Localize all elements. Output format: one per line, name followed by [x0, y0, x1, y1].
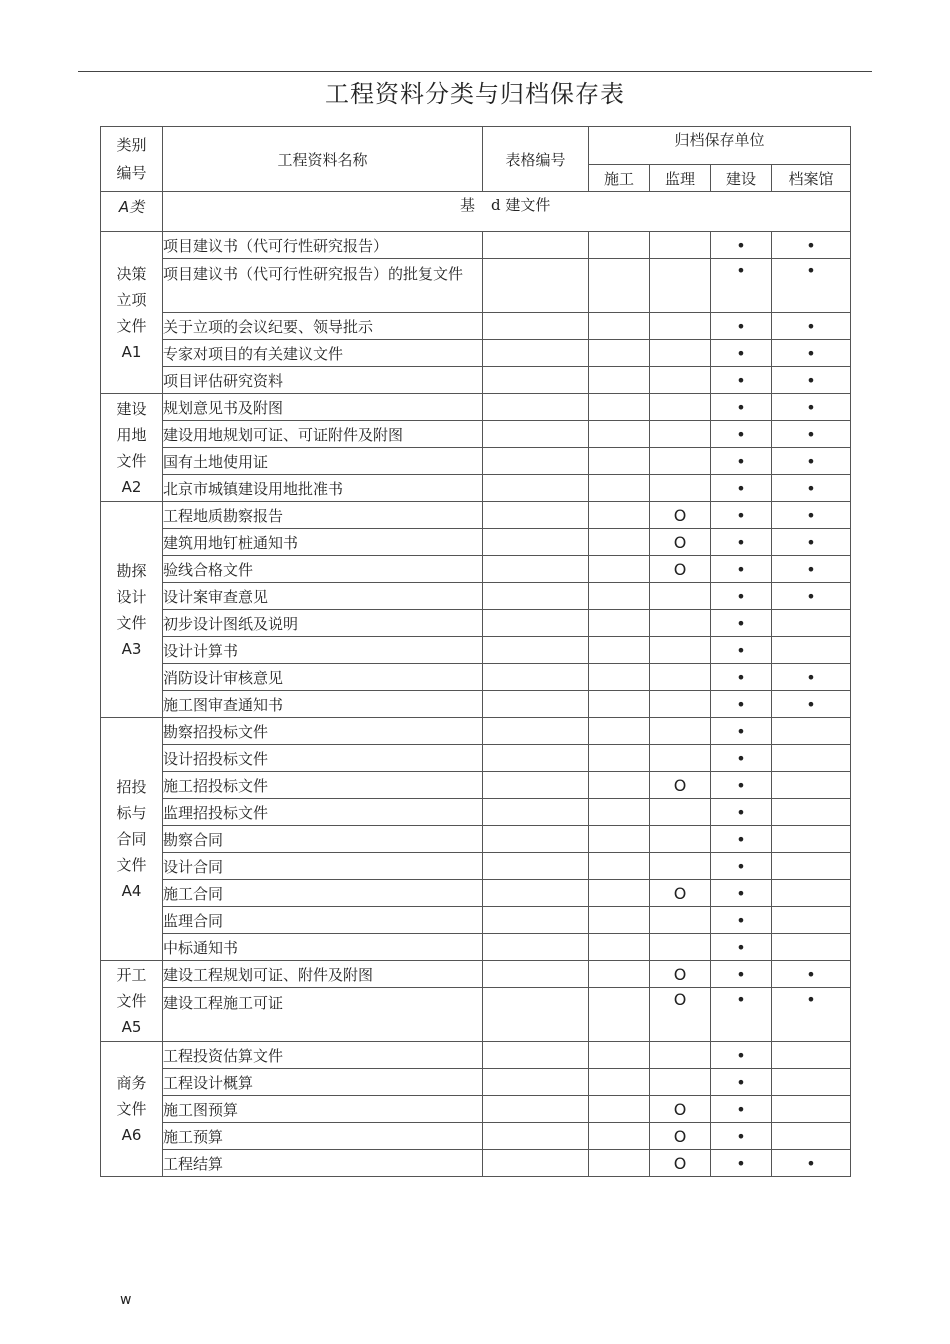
- archive-mark: •: [711, 448, 772, 475]
- form-number-cell: [483, 340, 589, 367]
- table-row: [101, 961, 851, 988]
- form-number-cell: [483, 934, 589, 961]
- category-label-line: A5: [121, 1018, 142, 1036]
- archive-mark: •: [772, 475, 851, 502]
- archive-mark: •: [772, 1150, 851, 1177]
- form-number-cell: [483, 637, 589, 664]
- archive-mark: [589, 340, 650, 367]
- archive-mark: •: [711, 340, 772, 367]
- document-name: 工程地质勘察报告: [163, 502, 483, 529]
- archive-mark: O: [650, 1123, 711, 1150]
- category-label: [101, 718, 163, 961]
- archive-mark: O: [650, 1096, 711, 1123]
- archive-mark: [772, 1042, 851, 1069]
- archive-mark: [650, 259, 711, 313]
- category-label: [101, 394, 163, 502]
- header-unit-owner: 建设: [711, 165, 772, 192]
- archive-mark: [589, 610, 650, 637]
- category-label-line: A2: [121, 477, 142, 496]
- archive-mark: [650, 934, 711, 961]
- archive-mark: [772, 1069, 851, 1096]
- table-row: [101, 637, 851, 664]
- document-name: 规划意见书及附图: [163, 394, 483, 421]
- table-row: [101, 826, 851, 853]
- document-name: 设计招投标文件: [163, 745, 483, 772]
- document-name: 监理招投标文件: [163, 799, 483, 826]
- form-number-cell: [483, 1042, 589, 1069]
- table-row: [101, 907, 851, 934]
- archive-mark: •: [711, 745, 772, 772]
- document-name: 施工招投标文件: [163, 772, 483, 799]
- archive-mark: [589, 826, 650, 853]
- category-label-line: A6: [121, 1126, 142, 1144]
- category-label: [101, 232, 163, 394]
- top-rule: [78, 71, 872, 72]
- archive-mark: [772, 799, 851, 826]
- category-label-line: 标与: [116, 804, 147, 822]
- category-label: [101, 502, 163, 718]
- table-row: [101, 664, 851, 691]
- archive-mark: •: [711, 826, 772, 853]
- category-label-line: 文件: [116, 613, 147, 632]
- category-label: [101, 1042, 163, 1177]
- category-label-line: 文件: [116, 1100, 147, 1118]
- form-number-cell: [483, 610, 589, 637]
- table-row: [101, 799, 851, 826]
- section-a-label: A类: [101, 192, 163, 232]
- archive-mark: [650, 367, 711, 394]
- archive-mark: O: [650, 772, 711, 799]
- form-number-cell: [483, 691, 589, 718]
- table-row: [101, 1096, 851, 1123]
- archive-mark: [650, 313, 711, 340]
- table-row: [101, 340, 851, 367]
- archive-mark: [589, 1150, 650, 1177]
- category-label-line: 文件: [116, 316, 147, 335]
- archive-mark: [772, 1123, 851, 1150]
- archive-mark: •: [711, 1096, 772, 1123]
- archive-mark: •: [772, 367, 851, 394]
- archive-mark: [589, 421, 650, 448]
- archive-mark: •: [772, 988, 851, 1042]
- archive-mark: [772, 772, 851, 799]
- header-archive-unit: 归档保存单位: [589, 127, 851, 165]
- form-number-cell: [483, 799, 589, 826]
- header-unit-archive: 档案馆: [772, 165, 851, 192]
- archive-mark: •: [772, 556, 851, 583]
- archive-mark: •: [711, 232, 772, 259]
- archive-mark: [772, 880, 851, 907]
- archive-mark: [650, 610, 711, 637]
- form-number-cell: [483, 448, 589, 475]
- document-name: 建设工程规划可证、附件及附图: [163, 961, 483, 988]
- archive-mark: [589, 718, 650, 745]
- document-name: 施工图审查通知书: [163, 691, 483, 718]
- archive-mark: •: [711, 394, 772, 421]
- table-row: [101, 448, 851, 475]
- document-name: 工程设计概算: [163, 1069, 483, 1096]
- archive-mark: [589, 367, 650, 394]
- document-name: 关于立项的会议纪要、领导批示: [163, 313, 483, 340]
- document-name: 施工合同: [163, 880, 483, 907]
- archive-mark: [650, 718, 711, 745]
- archive-mark: •: [711, 853, 772, 880]
- table-row: [101, 394, 851, 421]
- document-name: 项目评估研究资料: [163, 367, 483, 394]
- archive-mark: [650, 448, 711, 475]
- category-label-line: A1: [121, 342, 142, 361]
- category-label-line: 建设: [116, 399, 147, 418]
- category-label-line: 设计: [116, 587, 147, 606]
- archive-mark: [650, 745, 711, 772]
- table-row: [101, 583, 851, 610]
- archive-mark: •: [711, 1069, 772, 1096]
- form-number-cell: [483, 583, 589, 610]
- category-label-line: 立项: [116, 290, 147, 309]
- archive-mark: O: [650, 1150, 711, 1177]
- form-number-cell: [483, 988, 589, 1042]
- document-name: 项目建议书（代可行性研究报告）的批复文件: [163, 259, 483, 313]
- archive-mark: •: [772, 691, 851, 718]
- form-number-cell: [483, 232, 589, 259]
- archive-mark: •: [711, 556, 772, 583]
- archive-mark: [589, 799, 650, 826]
- archive-mark: [589, 961, 650, 988]
- archive-mark: •: [772, 502, 851, 529]
- table-row: [101, 529, 851, 556]
- table-row: [101, 718, 851, 745]
- archive-mark: •: [711, 529, 772, 556]
- archive-mark: [650, 853, 711, 880]
- archive-mark: [772, 610, 851, 637]
- archive-mark: [650, 583, 711, 610]
- archive-mark: •: [711, 637, 772, 664]
- archive-mark: [772, 718, 851, 745]
- category-label-line: 开工: [116, 966, 147, 984]
- archive-mark: O: [650, 502, 711, 529]
- archive-mark: [650, 340, 711, 367]
- form-number-cell: [483, 475, 589, 502]
- form-number-cell: [483, 745, 589, 772]
- archive-mark: [772, 853, 851, 880]
- document-name: 建设工程施工可证: [163, 988, 483, 1042]
- document-name: 建设用地规划可证、可证附件及附图: [163, 421, 483, 448]
- archive-mark: •: [711, 880, 772, 907]
- archive-mark: •: [711, 664, 772, 691]
- form-number-cell: [483, 826, 589, 853]
- document-name: 勘察合同: [163, 826, 483, 853]
- archive-mark: •: [711, 313, 772, 340]
- archive-mark: [589, 772, 650, 799]
- archive-mark: [772, 637, 851, 664]
- category-label-line: 文件: [116, 992, 147, 1010]
- archive-mark: [650, 907, 711, 934]
- archive-mark: [589, 637, 650, 664]
- table-row: [101, 934, 851, 961]
- archive-mark: [589, 691, 650, 718]
- form-number-cell: [483, 664, 589, 691]
- archive-mark: •: [711, 772, 772, 799]
- archive-mark: O: [650, 529, 711, 556]
- category-label: [101, 961, 163, 1042]
- archive-mark: [589, 1096, 650, 1123]
- page-title: 工程资料分类与归档保存表: [325, 80, 625, 108]
- archive-mark: •: [711, 583, 772, 610]
- archive-mark: [589, 529, 650, 556]
- section-a-title-right: d 建文件: [491, 196, 551, 214]
- archive-mark: [589, 853, 650, 880]
- archive-mark: [772, 745, 851, 772]
- archive-mark: [650, 637, 711, 664]
- archive-mark: •: [711, 907, 772, 934]
- archive-mark: •: [711, 502, 772, 529]
- table-row: [101, 691, 851, 718]
- form-number-cell: [483, 502, 589, 529]
- archive-mark: •: [711, 718, 772, 745]
- archive-mark: [589, 475, 650, 502]
- archive-mark: •: [711, 1042, 772, 1069]
- archive-mark: [589, 502, 650, 529]
- category-label-line: 商务: [116, 1074, 147, 1092]
- document-name: 设计案审查意见: [163, 583, 483, 610]
- archive-mark: •: [711, 988, 772, 1042]
- category-label-line: A3: [121, 639, 142, 658]
- document-name: 北京市城镇建设用地批准书: [163, 475, 483, 502]
- table-row: [101, 259, 851, 313]
- table-row: [101, 1150, 851, 1177]
- document-name: 中标通知书: [163, 934, 483, 961]
- form-number-cell: [483, 556, 589, 583]
- archive-mark: •: [711, 610, 772, 637]
- archive-mark: [589, 232, 650, 259]
- section-a-title: [163, 192, 851, 232]
- footer-mark: w: [120, 1292, 132, 1308]
- form-number-cell: [483, 1096, 589, 1123]
- form-number-cell: [483, 718, 589, 745]
- table-row: [101, 313, 851, 340]
- archive-mark: [589, 1123, 650, 1150]
- archive-mark: [772, 934, 851, 961]
- archive-mark: O: [650, 961, 711, 988]
- archive-mark: [772, 1096, 851, 1123]
- table-row: [101, 1042, 851, 1069]
- archive-mark: [589, 313, 650, 340]
- archive-mark: [650, 691, 711, 718]
- form-number-cell: [483, 1123, 589, 1150]
- table-row: [101, 1123, 851, 1150]
- form-number-cell: [483, 880, 589, 907]
- form-number-cell: [483, 1150, 589, 1177]
- form-number-cell: [483, 907, 589, 934]
- category-label-line: A4: [121, 882, 142, 900]
- form-number-cell: [483, 259, 589, 313]
- category-label-line: 决策: [116, 264, 147, 283]
- archive-mark: •: [772, 259, 851, 313]
- archive-mark: [589, 394, 650, 421]
- archive-mark: [589, 556, 650, 583]
- archive-mark: [650, 421, 711, 448]
- form-number-cell: [483, 394, 589, 421]
- form-number-cell: [483, 772, 589, 799]
- document-name: 勘察招投标文件: [163, 718, 483, 745]
- archive-mark: [589, 934, 650, 961]
- archive-mark: O: [650, 988, 711, 1042]
- document-name: 建筑用地钉桩通知书: [163, 529, 483, 556]
- archive-mark: O: [650, 880, 711, 907]
- document-name: 项目建议书（代可行性研究报告）: [163, 232, 483, 259]
- header-unit-construction: 施工: [589, 165, 650, 192]
- table-row: [101, 610, 851, 637]
- form-number-cell: [483, 853, 589, 880]
- archive-mark: [589, 1042, 650, 1069]
- archive-mark: [772, 907, 851, 934]
- table-row: [101, 1069, 851, 1096]
- header-category-code: 类别编号: [101, 127, 163, 192]
- archive-mark: •: [772, 529, 851, 556]
- archive-mark: •: [711, 691, 772, 718]
- archive-mark: [650, 232, 711, 259]
- archive-mark: •: [711, 259, 772, 313]
- archive-mark: [650, 394, 711, 421]
- archive-mark: •: [772, 394, 851, 421]
- archive-mark: [650, 799, 711, 826]
- archive-mark: •: [711, 475, 772, 502]
- document-name: 专家对项目的有关建议文件: [163, 340, 483, 367]
- archive-mark: [650, 664, 711, 691]
- document-name: 工程投资估算文件: [163, 1042, 483, 1069]
- document-name: 施工预算: [163, 1123, 483, 1150]
- archive-mark: •: [772, 232, 851, 259]
- header-form-no: 表格编号: [483, 127, 589, 192]
- archive-mark: [589, 259, 650, 313]
- archive-mark: •: [772, 664, 851, 691]
- archive-mark: [589, 664, 650, 691]
- table-row: [101, 556, 851, 583]
- table-row: [101, 367, 851, 394]
- archive-mark: [650, 826, 711, 853]
- document-name: 消防设计审核意见: [163, 664, 483, 691]
- form-number-cell: [483, 961, 589, 988]
- archive-mark: •: [772, 313, 851, 340]
- archive-mark: •: [711, 1150, 772, 1177]
- document-name: 国有土地使用证: [163, 448, 483, 475]
- archive-mark: [589, 448, 650, 475]
- archive-mark: [589, 583, 650, 610]
- archive-mark: •: [772, 448, 851, 475]
- archive-mark: •: [711, 367, 772, 394]
- archive-mark: [589, 1069, 650, 1096]
- archive-mark: [650, 1042, 711, 1069]
- archive-mark: •: [711, 961, 772, 988]
- form-number-cell: [483, 1069, 589, 1096]
- category-label-line: 文件: [116, 451, 147, 470]
- table-row: [101, 232, 851, 259]
- archive-mark: [589, 988, 650, 1042]
- archive-mark: O: [650, 556, 711, 583]
- archive-mark: •: [772, 583, 851, 610]
- archive-mark: •: [711, 421, 772, 448]
- category-label-line: 合同: [116, 830, 147, 848]
- document-name: 设计计算书: [163, 637, 483, 664]
- archive-mark: [589, 745, 650, 772]
- archive-mark: •: [711, 934, 772, 961]
- table-row: [101, 475, 851, 502]
- table-row: [101, 421, 851, 448]
- document-name: 施工图预算: [163, 1096, 483, 1123]
- archive-table: [100, 126, 851, 1177]
- table-row: [101, 988, 851, 1042]
- archive-mark: •: [711, 799, 772, 826]
- archive-mark: •: [711, 1123, 772, 1150]
- table-row: [101, 745, 851, 772]
- document-name: 设计合同: [163, 853, 483, 880]
- document-name: 监理合同: [163, 907, 483, 934]
- archive-mark: [772, 826, 851, 853]
- document-name: 验线合格文件: [163, 556, 483, 583]
- header-unit-supervision: 监理: [650, 165, 711, 192]
- category-label-line: 文件: [116, 856, 147, 874]
- archive-mark: •: [772, 421, 851, 448]
- table-row: [101, 853, 851, 880]
- table-row: [101, 772, 851, 799]
- category-label-line: 用地: [116, 425, 147, 444]
- archive-mark: •: [772, 340, 851, 367]
- table-row: [101, 880, 851, 907]
- form-number-cell: [483, 313, 589, 340]
- category-label-line: 招投: [116, 778, 147, 796]
- archive-mark: •: [772, 961, 851, 988]
- document-name: 工程结算: [163, 1150, 483, 1177]
- form-number-cell: [483, 367, 589, 394]
- archive-mark: [589, 880, 650, 907]
- category-label-line: 勘探: [116, 561, 147, 580]
- section-a-title-left: 基: [460, 196, 476, 214]
- archive-mark: [650, 475, 711, 502]
- form-number-cell: [483, 529, 589, 556]
- header-name: 工程资料名称: [163, 127, 483, 192]
- document-name: 初步设计图纸及说明: [163, 610, 483, 637]
- table-row: [101, 502, 851, 529]
- archive-mark: [650, 1069, 711, 1096]
- archive-mark: [589, 907, 650, 934]
- form-number-cell: [483, 421, 589, 448]
